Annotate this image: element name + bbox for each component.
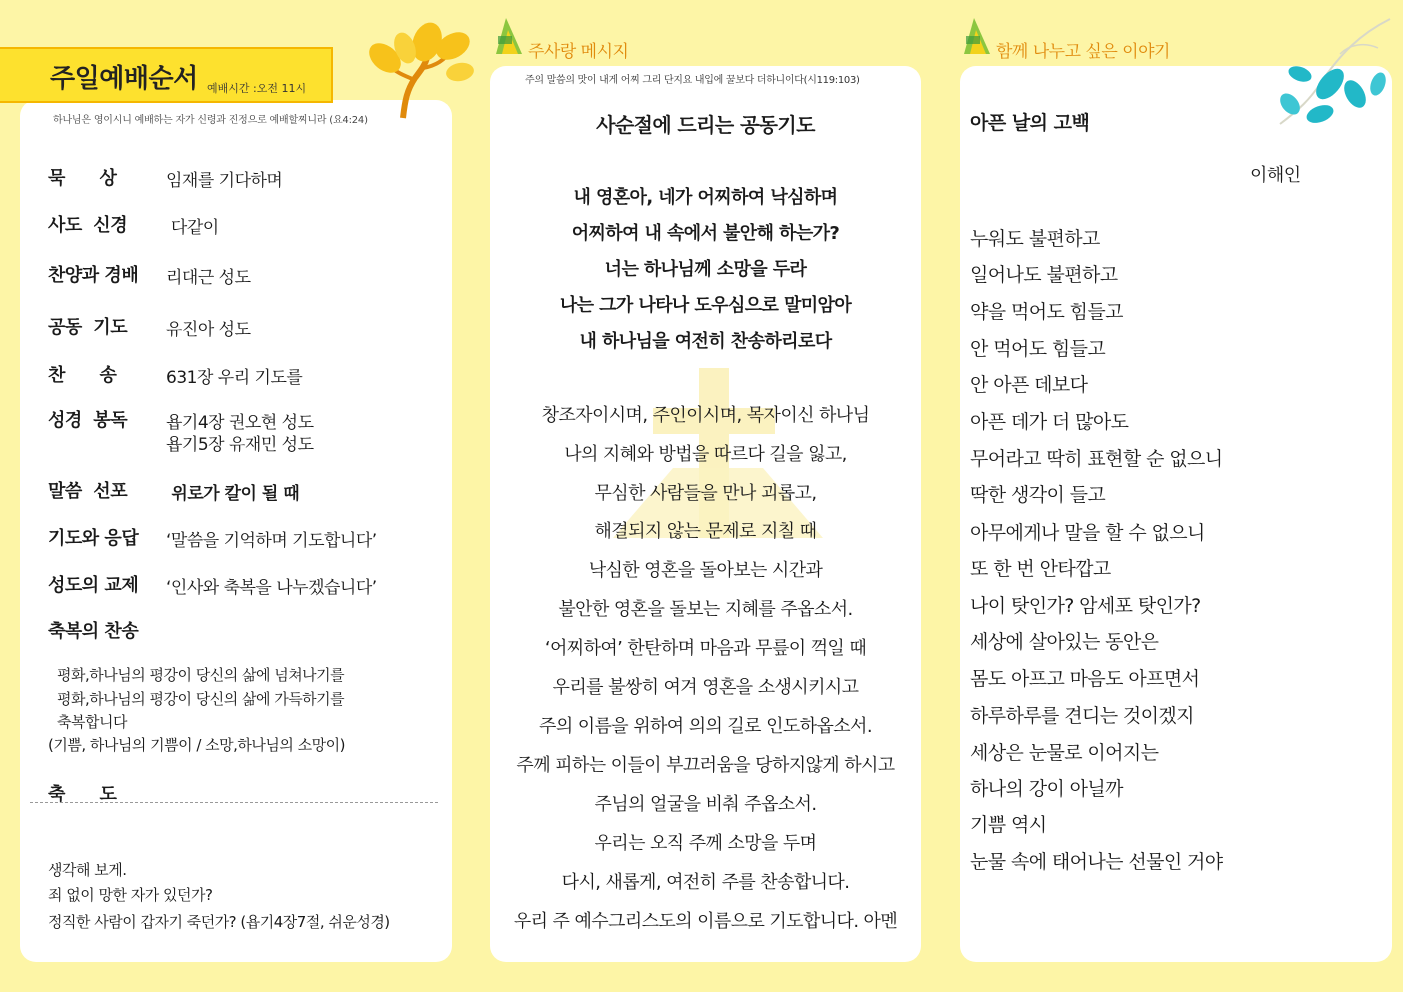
benediction-label: 축 도 bbox=[48, 784, 117, 805]
section-title: 주사랑 메시지 bbox=[528, 42, 629, 62]
poem-line: 하나의 강이 아닐까 bbox=[970, 778, 1123, 800]
order-label: 성경 봉독 bbox=[48, 410, 128, 431]
prayer-line: 다시, 새롭게, 여전히 주를 찬송합니다. bbox=[561, 872, 850, 893]
poem-title: 아픈 날의 고백 bbox=[970, 112, 1090, 134]
page-title: 주일예배순서 bbox=[50, 64, 198, 94]
poem-author: 이해인 bbox=[1250, 165, 1301, 186]
closing-line: 생각해 보게. bbox=[48, 861, 127, 879]
section-title: 함께 나누고 싶은 이야기 bbox=[996, 42, 1170, 62]
poem-line: 세상은 눈물로 이어지는 bbox=[970, 742, 1159, 764]
prayer-line: 주님의 얼굴을 비춰 주옵소서. bbox=[594, 794, 817, 815]
prayer-line: 나는 그가 나타나 도우심으로 말미암아 bbox=[559, 295, 852, 316]
order-value: ‘인사와 축복을 나누겠습니다’ bbox=[166, 578, 377, 598]
poem-line: 세상에 살아있는 동안은 bbox=[970, 631, 1159, 653]
prayer-title: 사순절에 드리는 공동기도 bbox=[596, 113, 815, 137]
poem-line: 일어나도 불편하고 bbox=[970, 264, 1118, 286]
order-value: 631장 우리 기도를 bbox=[166, 368, 303, 388]
order-label: 공동 기도 bbox=[48, 317, 128, 338]
prayer-line: 우리를 불쌍히 여겨 영혼을 소생시키시고 bbox=[552, 677, 859, 698]
prayer-line: 창조자이시며, 주인이시며, 목자이신 하나님 bbox=[541, 405, 870, 426]
order-value: ‘말씀을 기억하며 기도합니다’ bbox=[166, 531, 377, 551]
teal-leaves-icon bbox=[1260, 14, 1395, 134]
poem-line: 누워도 불편하고 bbox=[970, 228, 1100, 250]
poem-line: 하루하루를 견디는 것이겠지 bbox=[970, 705, 1194, 727]
prayer-line: 해결되지 않는 문제로 지칠 때 bbox=[594, 521, 817, 542]
prayer-line: 우리 주 예수그리스도의 이름으로 기도합니다. 아멘 bbox=[513, 911, 898, 932]
prayer-line: 불안한 영혼을 돌보는 지혜를 주옵소서. bbox=[558, 599, 853, 620]
prayer-line: 우리는 오직 주께 소망을 두며 bbox=[594, 833, 817, 854]
order-label: 기도와 응답 bbox=[48, 528, 139, 549]
poem-line: 눈물 속에 태어나는 선물인 거야 bbox=[970, 851, 1223, 873]
section-arrow-icon bbox=[492, 14, 526, 58]
prayer-line: 내 영혼아, 네가 어찌하여 낙심하며 bbox=[573, 187, 838, 208]
prayer-line: 주께 피하는 이들이 부끄러움을 당하지않게 하시고 bbox=[516, 755, 895, 776]
prayer-line: 어찌하여 내 속에서 불안해 하는가? bbox=[571, 223, 840, 244]
worship-verse: 하나님은 영이시니 예배하는 자가 신령과 진정으로 예배할찌니라 (요4:24) bbox=[53, 115, 368, 126]
poem-line: 아무에게나 말을 할 수 없으니 bbox=[970, 522, 1205, 544]
order-value-second: 욥기5장 유재민 성도 bbox=[166, 435, 314, 455]
blessing-song-line: 평화,하나님의 평강이 당신의 삶에 넘쳐나기를 bbox=[57, 666, 345, 684]
poem-line: 기쁨 역시 bbox=[970, 814, 1047, 836]
divider bbox=[30, 802, 438, 803]
blessing-song-line: 평화,하나님의 평강이 당신의 삶에 가득하기를 bbox=[57, 690, 345, 708]
order-label: 사도 신경 bbox=[48, 215, 128, 236]
poem-line: 또 한 번 안타깝고 bbox=[970, 558, 1111, 580]
prayer-line: ‘어찌하여’ 한탄하며 마음과 무릎이 꺽일 때 bbox=[544, 638, 867, 659]
poem-line: 약을 먹어도 힘들고 bbox=[970, 301, 1123, 323]
order-label: 찬 송 bbox=[48, 365, 117, 386]
prayer-line: 주의 이름을 위하여 의의 길로 인도하옵소서. bbox=[539, 716, 872, 737]
message-verse: 주의 말씀의 맛이 내게 어찌 그리 단지요 내입에 꿀보다 더하니이다(시119:103) bbox=[525, 75, 860, 86]
order-value: 다같이 bbox=[166, 218, 219, 238]
prayer-line: 무심한 사람들을 만나 괴롭고, bbox=[594, 483, 817, 504]
poem-line: 아픈 데가 더 많아도 bbox=[970, 411, 1129, 433]
worship-time: 예배시간 :오전 11시 bbox=[207, 82, 307, 95]
order-label: 찬양과 경배 bbox=[48, 265, 139, 286]
order-label: 축복의 찬송 bbox=[48, 621, 139, 642]
order-value: 유진아 성도 bbox=[166, 320, 251, 340]
prayer-line: 낙심한 영혼을 돌아보는 시간과 bbox=[588, 560, 823, 581]
closing-line: 죄 없이 망한 자가 있던가? bbox=[48, 886, 213, 904]
poem-line: 딱한 생각이 들고 bbox=[970, 484, 1106, 506]
order-label: 묵 상 bbox=[48, 168, 117, 189]
blessing-song-line: (기쁨, 하나님의 기쁨이 / 소망,하나님의 소망이) bbox=[48, 736, 345, 754]
order-value: 욥기4장 권오현 성도 bbox=[166, 413, 314, 433]
prayer-line: 나의 지혜와 방법을 따르다 길을 잃고, bbox=[564, 444, 847, 465]
prayer-line: 내 하나님을 여전히 찬송하리로다 bbox=[579, 331, 832, 352]
poem-line: 안 먹어도 힘들고 bbox=[970, 338, 1106, 360]
poem-line: 무어라고 딱히 표현할 순 없으니 bbox=[970, 448, 1223, 470]
order-value: 리대근 성도 bbox=[166, 268, 251, 288]
order-label: 성도의 교제 bbox=[48, 575, 139, 596]
tree-icon bbox=[365, 20, 475, 120]
sermon-title: 위로가 칼이 될 때 bbox=[166, 484, 300, 504]
order-value: 임재를 기다하며 bbox=[166, 171, 283, 191]
poem-line: 나이 탓인가? 암세포 탓인가? bbox=[970, 595, 1201, 617]
closing-line: 정직한 사람이 갑자기 죽던가? (욥기4장7절, 쉬운성경) bbox=[48, 913, 390, 931]
poem-line: 몸도 아프고 마음도 아프면서 bbox=[970, 668, 1200, 690]
blessing-song-line: 축복합니다 bbox=[57, 713, 127, 731]
section-arrow-icon bbox=[960, 14, 994, 58]
order-label: 말씀 선포 bbox=[48, 481, 128, 502]
prayer-line: 너는 하나님께 소망을 두라 bbox=[604, 259, 807, 280]
poem-line: 안 아픈 데보다 bbox=[970, 374, 1088, 396]
